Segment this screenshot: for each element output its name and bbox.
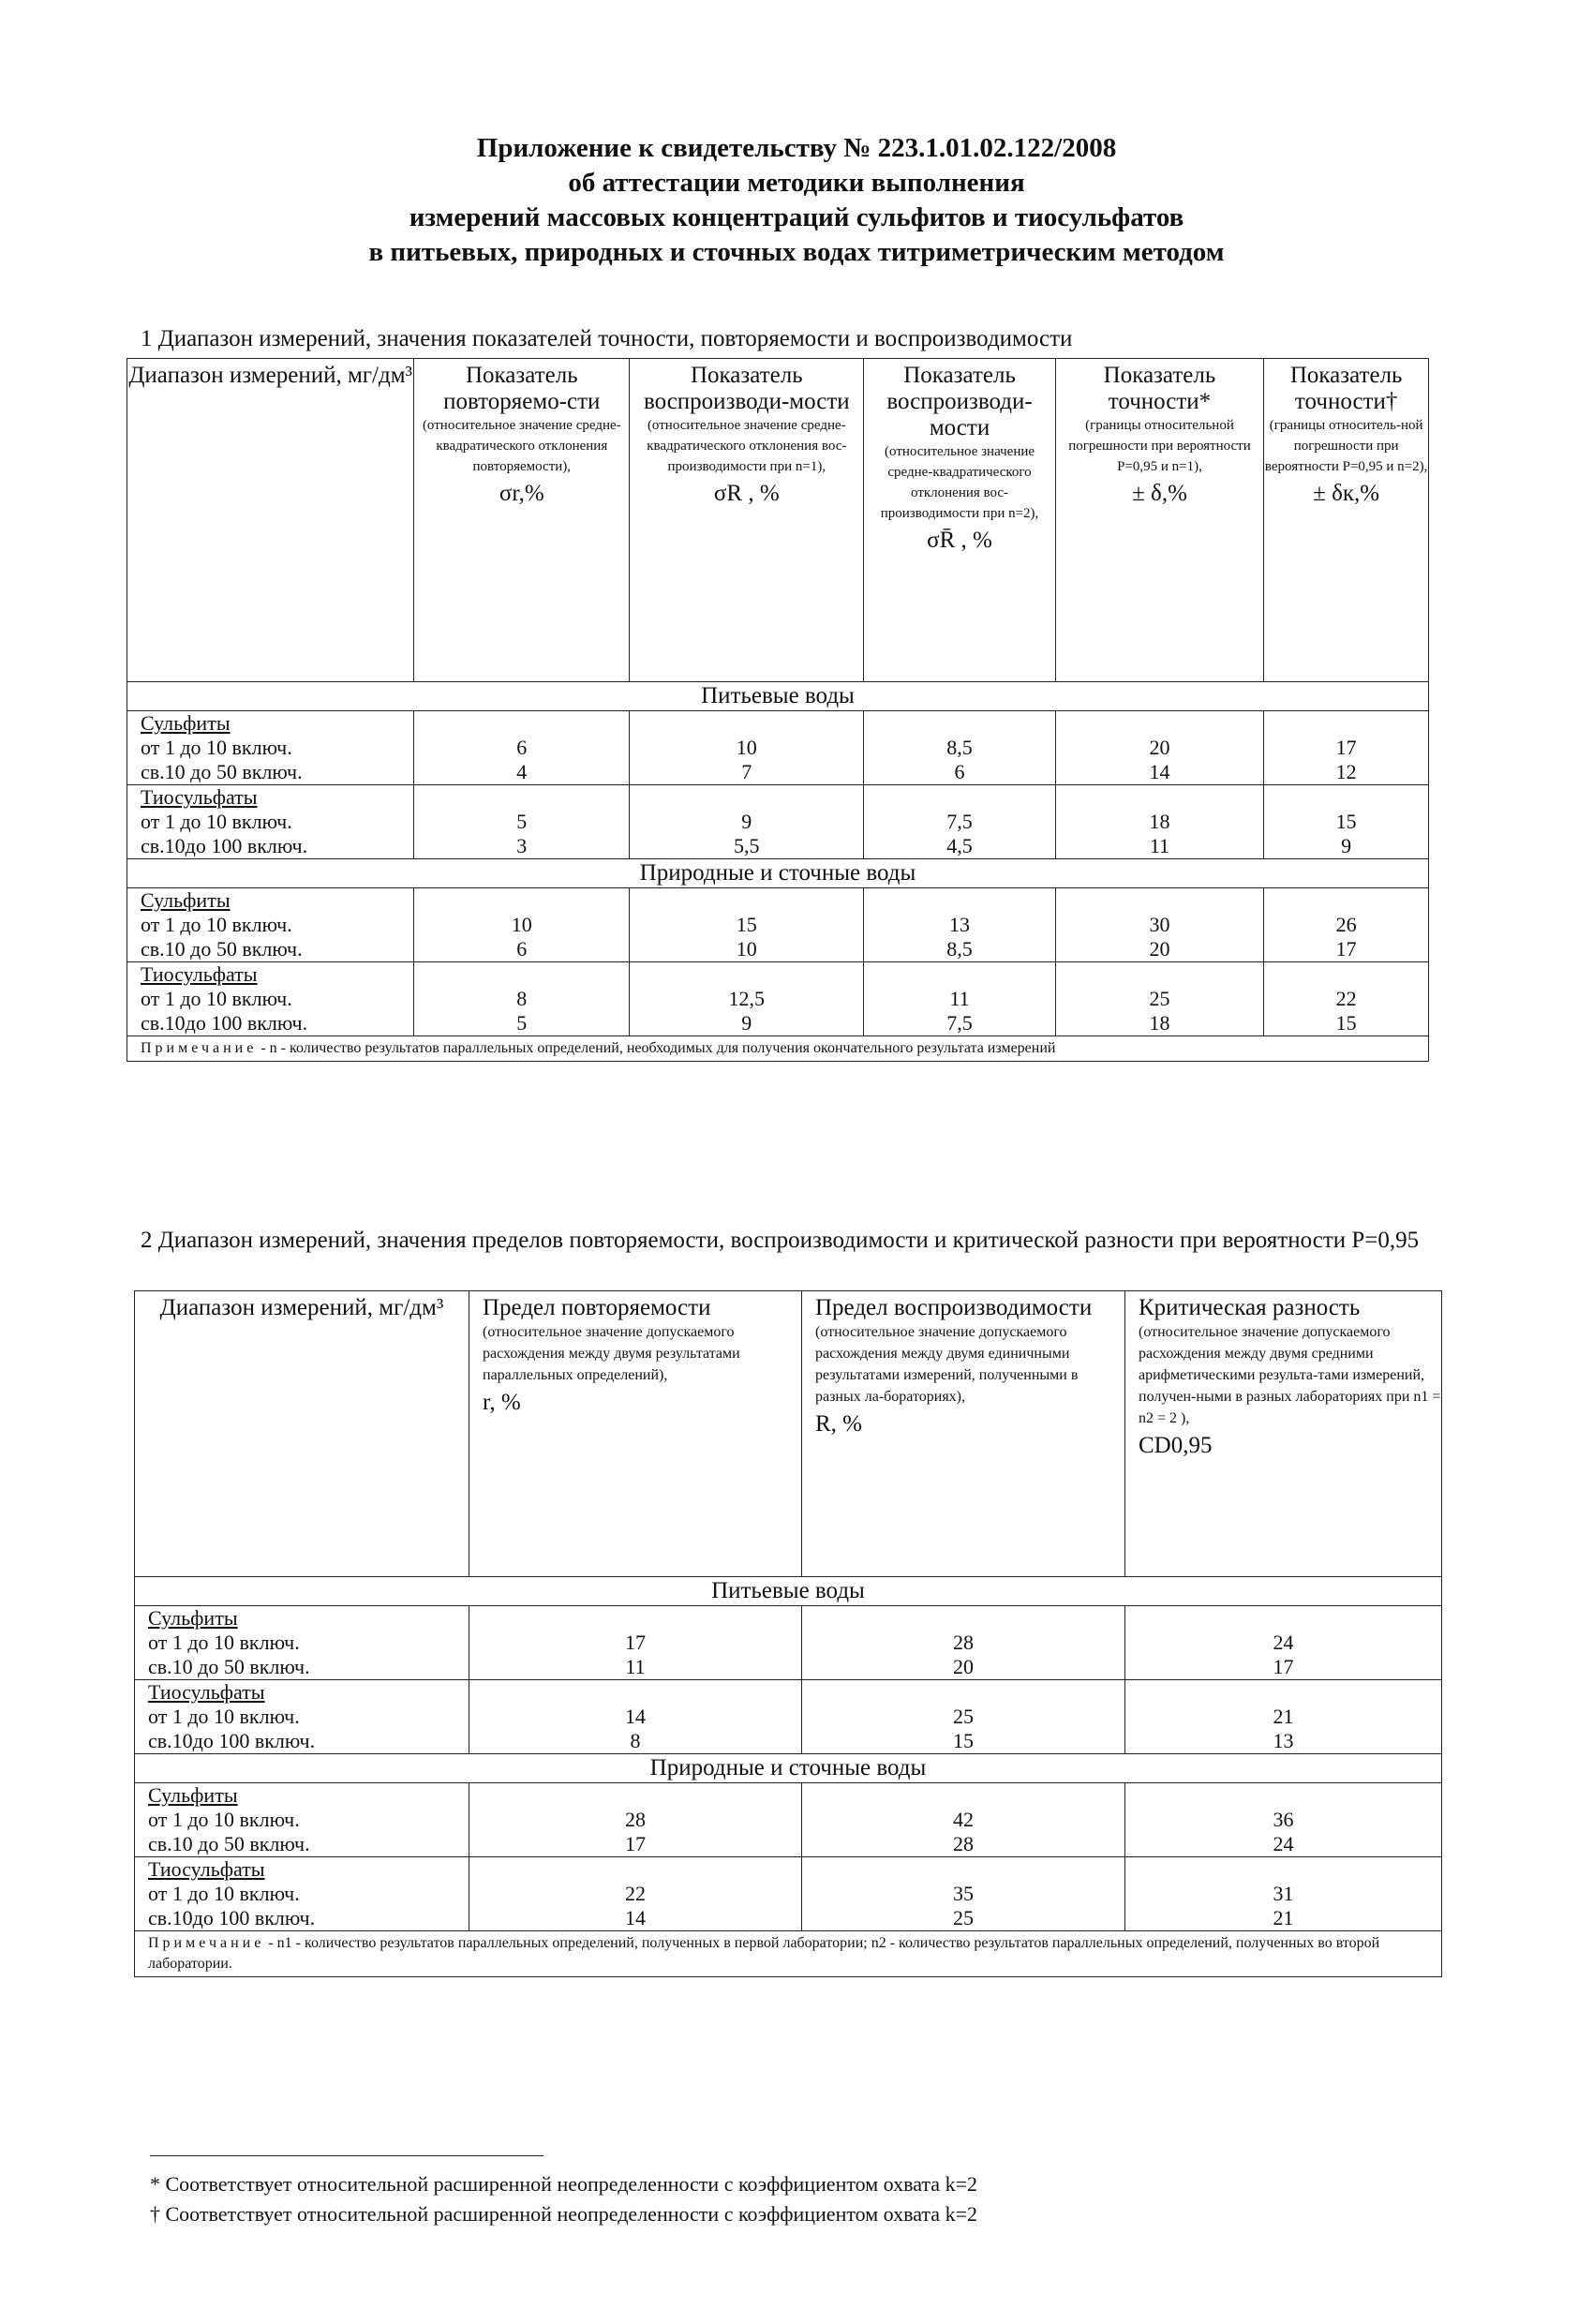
title-line: об аттестации методики выполнения [568, 168, 1025, 198]
cell-value: 25 [953, 1705, 974, 1728]
value-cell [414, 711, 630, 785]
cell-value: 13 [1273, 1729, 1294, 1752]
note-row [135, 1931, 1442, 1977]
cell-value: 14 [625, 1705, 646, 1728]
column-header [414, 359, 630, 682]
cell-value: 17 [1335, 937, 1357, 961]
value-cell [802, 1857, 1125, 1931]
cell-value: 5 [516, 810, 528, 833]
value-cell [630, 888, 864, 962]
section-title: Природные и сточные воды [127, 859, 1429, 888]
value-cell [1125, 1783, 1442, 1857]
cell-value: 8,5 [946, 937, 973, 961]
cell-value: 31 [1273, 1882, 1294, 1905]
section-title: Природные и сточные воды [135, 1754, 1442, 1783]
cell-value: 20 [1149, 736, 1170, 759]
column-header-title: Показатель воспроизводи-мости [643, 363, 850, 414]
column-header-title: Показатель повторяемо-сти [443, 363, 601, 414]
value-cell [1055, 785, 1264, 859]
value-cell [630, 711, 864, 785]
section2-caption: 2 Диапазон измерений, значения пределов повторяемости, воспроизводимости и критической разности при вероятности P=0,95 [141, 1228, 1420, 1253]
range-label: от 1 до 10 включ. [148, 1631, 300, 1654]
section-title: Питьевые воды [127, 682, 1429, 711]
cell-value: 20 [953, 1655, 974, 1678]
cell-value: 21 [1273, 1705, 1294, 1728]
cell-value: 5 [516, 1011, 528, 1035]
cell-value: 42 [953, 1808, 974, 1831]
cell-value: 36 [1273, 1808, 1294, 1831]
range-cell [127, 962, 414, 1036]
cell-value: 7,5 [946, 1011, 973, 1035]
substance-name: Сульфиты [141, 711, 231, 735]
cell-value: 11 [1149, 834, 1170, 857]
range-label: от 1 до 10 включ. [141, 913, 292, 936]
cell-value: 22 [625, 1882, 646, 1905]
value-cell [864, 711, 1055, 785]
section-row [127, 859, 1429, 888]
range-label: св.10 до 50 включ. [148, 1832, 310, 1855]
cell-value: 14 [625, 1906, 646, 1929]
value-cell [630, 785, 864, 859]
range-label: св.10 до 50 включ. [148, 1655, 310, 1678]
value-cell [802, 1680, 1125, 1754]
value-cell [414, 785, 630, 859]
column-header-title: Показатель точности† [1289, 363, 1403, 414]
column-header-title: Диапазон измерений, мг/дм³ [159, 1295, 444, 1320]
cell-value: 6 [954, 760, 965, 783]
cell-value: 9 [741, 810, 752, 833]
cell-value: 28 [625, 1808, 646, 1831]
substance-name: Сульфиты [141, 888, 231, 912]
section-row [135, 1754, 1442, 1783]
column-header-symbol: σR̄ , % [927, 528, 992, 553]
cell-value: 18 [1149, 810, 1170, 833]
note-text: - n - количество результатов параллельных определений, необходимых для получения окончательного результата измерений [257, 1040, 1056, 1056]
substance-name: Тиосульфаты [141, 962, 258, 986]
range-label: св.10до 100 включ. [148, 1729, 316, 1752]
section-row [135, 1577, 1442, 1606]
value-cell [864, 785, 1055, 859]
range-cell [127, 785, 414, 859]
note-label: Примечание [141, 1040, 258, 1056]
accuracy-table [127, 358, 1429, 1062]
value-cell [802, 1783, 1125, 1857]
document-title [0, 131, 1593, 270]
cell-value: 17 [1273, 1655, 1294, 1678]
title-line: Приложение к свидетельству № 223.1.01.02.122/2008 [476, 133, 1117, 163]
cell-value: 4 [516, 760, 528, 783]
cell-value: 15 [1335, 1011, 1357, 1035]
cell-value: 10 [736, 937, 757, 961]
note-text: - n1 - количество результатов параллельных определений, полученных в первой лаборатории; n2 - количество результатов параллельных определений, полученных во второй лаборатории. [148, 1935, 1380, 1972]
range-label: св.10 до 50 включ. [141, 760, 303, 783]
section1-caption: 1 Диапазон измерений, значения показателей точности, повторяемости и воспроизводимости [141, 326, 1073, 351]
cell-value: 28 [953, 1832, 974, 1855]
cell-value: 5,5 [734, 834, 760, 857]
column-header-description: (границы относительной погрешности при вероятности P=0,95 и n=1), [1068, 418, 1251, 474]
range-label: св.10до 100 включ. [148, 1906, 316, 1929]
range-label: св.10до 100 включ. [141, 1011, 308, 1035]
value-cell [1264, 785, 1429, 859]
range-label: от 1 до 10 включ. [148, 1882, 300, 1905]
table-row [127, 888, 1429, 962]
column-header-description: (относительное значение допускаемого расхождения между двумя единичными результатами измерений, полученными в разных ла-бораториях), [815, 1324, 1079, 1405]
range-label: от 1 до 10 включ. [148, 1705, 300, 1728]
cell-value: 14 [1149, 760, 1170, 783]
value-cell [469, 1857, 802, 1931]
column-header-symbol: CD0,95 [1139, 1433, 1213, 1458]
column-header [1264, 359, 1429, 682]
section-title: Питьевые воды [135, 1577, 1442, 1606]
column-header-symbol: σR , % [713, 481, 780, 506]
header-row [135, 1291, 1442, 1577]
column-header-description: (относительное значение средне-квадратического отклонения вос-производимости при n=2), [880, 444, 1039, 521]
cell-value: 25 [1149, 987, 1170, 1010]
range-cell [135, 1857, 469, 1931]
cell-value: 17 [625, 1631, 646, 1654]
cell-value: 9 [1341, 834, 1352, 857]
value-cell [1125, 1606, 1442, 1680]
value-cell [1125, 1857, 1442, 1931]
title-line: в питьевых, природных и сточных водах титриметрическим методом [368, 237, 1225, 267]
value-cell [1055, 711, 1264, 785]
note-label: Примечание [148, 1935, 265, 1951]
cell-value: 24 [1273, 1631, 1294, 1654]
cell-value: 3 [516, 834, 528, 857]
footnote: * Соответствует относительной расширенной неопределенности с коэффициентом охвата k=2 [150, 2172, 977, 2196]
range-cell [127, 711, 414, 785]
column-header-symbol: R, % [815, 1411, 862, 1437]
cell-value: 28 [953, 1631, 974, 1654]
cell-value: 26 [1335, 913, 1357, 936]
value-cell [1055, 888, 1264, 962]
column-header-title: Диапазон измерений, мг/дм³ [128, 363, 413, 388]
column-header-title: Показатель точности* [1103, 363, 1216, 414]
section-row [127, 682, 1429, 711]
value-cell [469, 1783, 802, 1857]
range-cell [127, 888, 414, 962]
column-header [135, 1291, 469, 1577]
value-cell [1264, 711, 1429, 785]
range-label: от 1 до 10 включ. [141, 736, 292, 759]
column-header-symbol: ± δк,% [1313, 481, 1380, 506]
table-row [135, 1606, 1442, 1680]
column-header-title: Предел повторяемости [483, 1295, 711, 1320]
column-header-symbol: ± δ,% [1132, 481, 1187, 506]
range-cell [135, 1783, 469, 1857]
substance-name: Сульфиты [148, 1606, 238, 1630]
cell-value: 17 [625, 1832, 646, 1855]
value-cell [1125, 1680, 1442, 1754]
table-row [135, 1680, 1442, 1754]
cell-value: 21 [1273, 1906, 1294, 1929]
cell-value: 9 [741, 1011, 752, 1035]
value-cell [630, 962, 864, 1036]
range-label: от 1 до 10 включ. [141, 810, 292, 833]
note-cell [127, 1036, 1429, 1062]
cell-value: 15 [1335, 810, 1357, 833]
cell-value: 8 [630, 1729, 641, 1752]
cell-value: 18 [1149, 1011, 1170, 1035]
cell-value: 7,5 [946, 810, 973, 833]
range-label: от 1 до 10 включ. [148, 1808, 300, 1831]
value-cell [864, 888, 1055, 962]
table-row [127, 785, 1429, 859]
substance-name: Тиосульфаты [148, 1680, 265, 1704]
cell-value: 7 [741, 760, 752, 783]
column-header-symbol: σr,% [499, 481, 544, 506]
column-header-description: (относительное значение допускаемого расхождения между двумя средними арифметическими результа-тами измерений, получен-ными в разных лабораториях при n1 = n2 = 2 ), [1139, 1324, 1441, 1426]
cell-value: 20 [1149, 937, 1170, 961]
value-cell [414, 888, 630, 962]
cell-value: 10 [736, 736, 757, 759]
limits-table [134, 1290, 1442, 1977]
column-header-title: Предел воспроизводимости [815, 1295, 1093, 1320]
value-cell [469, 1606, 802, 1680]
range-cell [135, 1680, 469, 1754]
footnote-divider [150, 2155, 543, 2156]
note-row [127, 1036, 1429, 1062]
substance-name: Сульфиты [148, 1783, 238, 1807]
column-header-description: (относительное значение допускаемого расхождения между двумя результатами параллельных определений), [483, 1324, 740, 1383]
range-label: св.10 до 50 включ. [141, 937, 303, 961]
range-label: св.10до 100 включ. [141, 834, 308, 857]
cell-value: 10 [511, 913, 532, 936]
column-header-title: Показатель воспроизводи-мости [886, 363, 1033, 440]
cell-value: 4,5 [946, 834, 973, 857]
value-cell [414, 962, 630, 1036]
value-cell [1055, 962, 1264, 1036]
range-label: от 1 до 10 включ. [141, 987, 292, 1010]
cell-value: 8,5 [946, 736, 973, 759]
column-header [1055, 359, 1264, 682]
note-cell [135, 1931, 1442, 1977]
value-cell [1264, 962, 1429, 1036]
substance-name: Тиосульфаты [148, 1857, 265, 1881]
value-cell [864, 962, 1055, 1036]
table-row [135, 1783, 1442, 1857]
column-header-description: (относительное значение средне-квадратического отклонения повторяемости), [422, 418, 621, 474]
range-cell [135, 1606, 469, 1680]
value-cell [802, 1606, 1125, 1680]
cell-value: 25 [953, 1906, 974, 1929]
cell-value: 6 [516, 736, 528, 759]
cell-value: 15 [736, 913, 757, 936]
cell-value: 8 [516, 987, 528, 1010]
column-header [127, 359, 414, 682]
cell-value: 6 [516, 937, 528, 961]
footnote: † Соответствует относительной расширенной неопределенности с коэффициентом охвата k=2 [150, 2202, 977, 2226]
column-header [802, 1291, 1125, 1577]
cell-value: 30 [1149, 913, 1170, 936]
column-header [864, 359, 1055, 682]
header-row [127, 359, 1429, 682]
cell-value: 22 [1335, 987, 1357, 1010]
column-header-description: (относительное значение средне-квадратического отклонения вос-производимости при n=1), [647, 418, 847, 474]
substance-name: Тиосульфаты [141, 785, 258, 809]
table-row [127, 711, 1429, 785]
title-line: измерений массовых концентраций сульфитов и тиосульфатов [409, 202, 1184, 232]
cell-value: 12 [1335, 760, 1357, 783]
cell-value: 24 [1273, 1832, 1294, 1855]
cell-value: 17 [1335, 736, 1357, 759]
cell-value: 11 [625, 1655, 646, 1678]
value-cell [469, 1680, 802, 1754]
cell-value: 35 [953, 1882, 974, 1905]
cell-value: 15 [953, 1729, 974, 1752]
table-row [127, 962, 1429, 1036]
column-header-description: (границы относитель-ной погрешности при вероятности P=0,95 и n=2), [1264, 418, 1428, 474]
cell-value: 13 [949, 913, 971, 936]
column-header [469, 1291, 802, 1577]
value-cell [1264, 888, 1429, 962]
cell-value: 12,5 [728, 987, 766, 1010]
column-header-title: Критическая разность [1139, 1295, 1361, 1320]
table-row [135, 1857, 1442, 1931]
column-header [1125, 1291, 1442, 1577]
cell-value: 11 [949, 987, 970, 1010]
column-header-symbol: r, % [483, 1390, 521, 1415]
column-header [630, 359, 864, 682]
